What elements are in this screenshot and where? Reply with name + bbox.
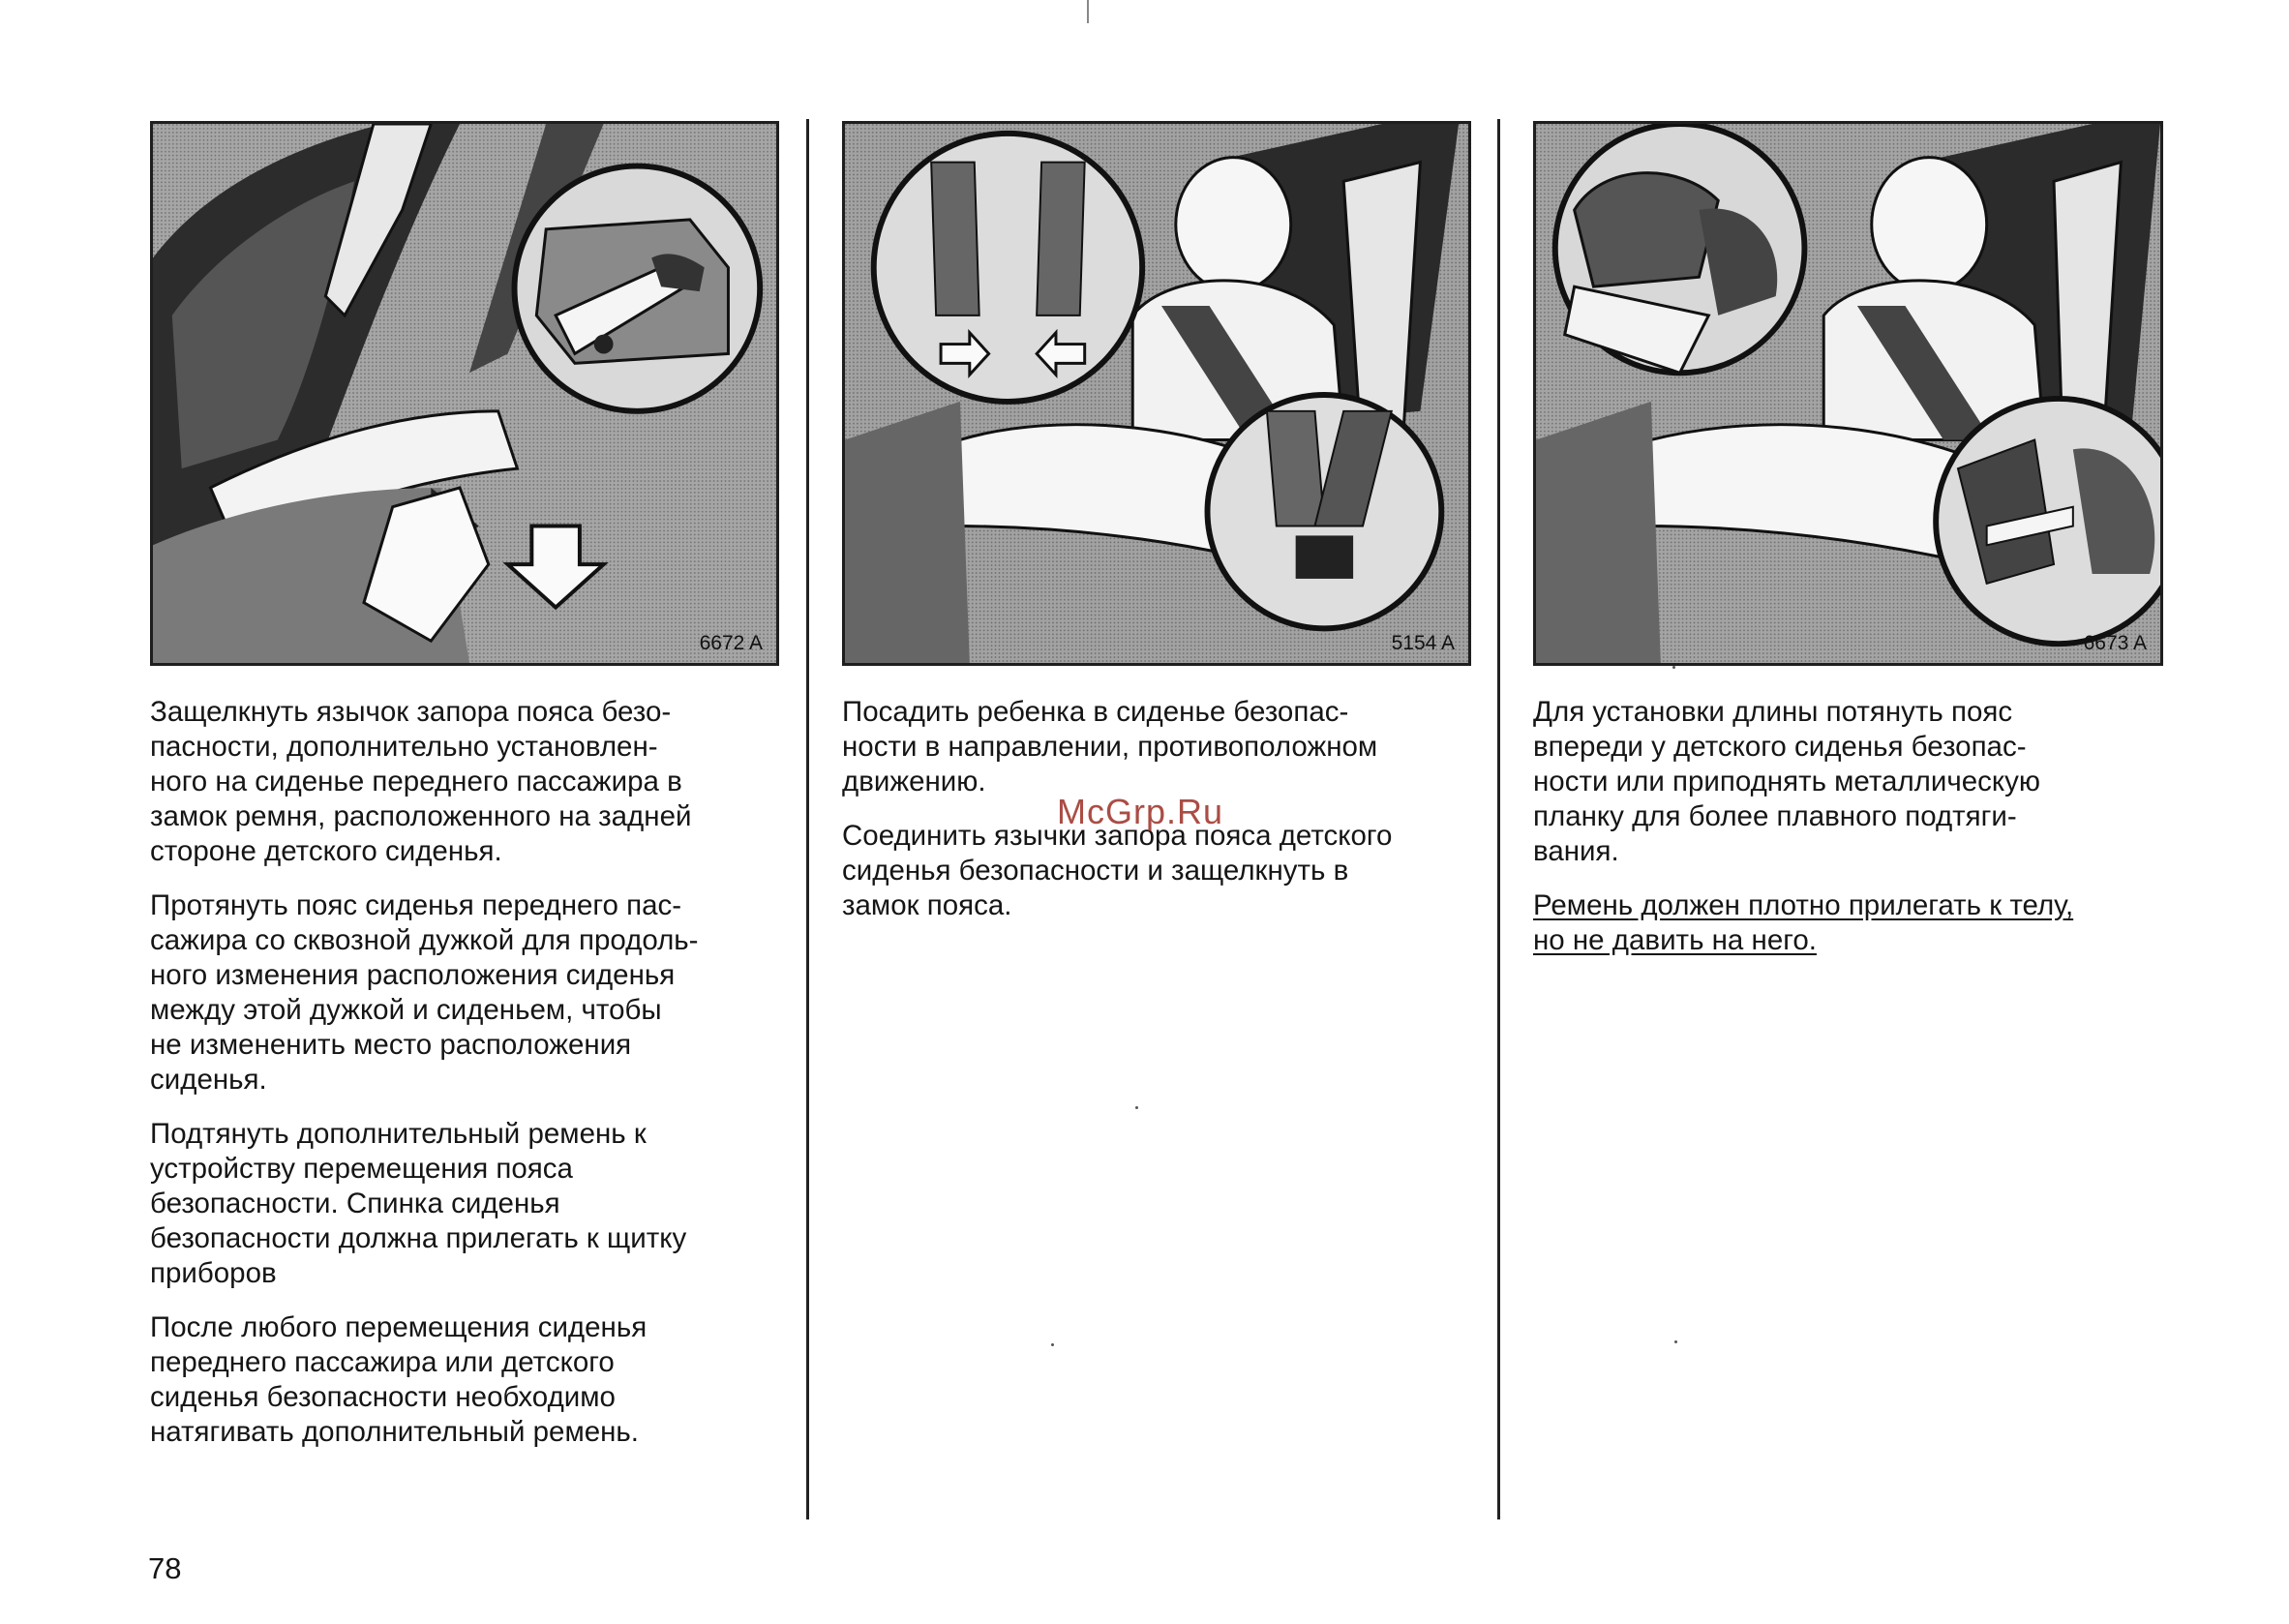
paragraph: Посадить ребенка в сиденье безопас- ности в направлении, противоположном движению.: [842, 696, 1378, 797]
paragraph: Защелкнуть язычок запора пояса безо- пасности, дополнительно установлен- ного на сиденье переднего пассажира в замок ремня, расположенного на задней стороне детского сиденья.: [150, 696, 692, 867]
paragraph: Соединить язычки запора пояса детского сиденья безопасности и защелкнуть в замок пояса.: [842, 820, 1393, 921]
text-column-3: [1533, 695, 2172, 977]
page-number: 78: [148, 1551, 182, 1585]
figure-code: 6672 A: [699, 632, 763, 654]
child-in-seat-buckle-icon: [845, 124, 1468, 663]
paragraph: После любого перемещения сиденья переднего пассажира или детского сиденья безопасности необходимо натягивать дополнительный ремень.: [150, 1311, 648, 1448]
paragraph: Для установки длины потянуть пояс впереди у детского сиденья безопас- ности или приподнять металлическую планку для более плавного подтяги- вания.: [1533, 696, 2040, 867]
figure-belt-adjust: [1533, 121, 2163, 666]
child-belt-length-adjust-icon: [1536, 124, 2160, 663]
scan-speck: [1674, 1340, 1677, 1343]
scan-speck: [1135, 1106, 1138, 1109]
scan-speck: [1051, 1343, 1054, 1346]
scan-speck: [1672, 666, 1675, 669]
column-divider: [806, 119, 809, 1519]
watermark: McGrp.Ru: [1057, 792, 1224, 831]
child-seat-belt-lock-icon: [153, 124, 776, 663]
paragraph: Подтянуть дополнительный ремень к устройству перемещения пояса безопасности. Спинка сиденья безопасности должна прилегать к щитку приборов: [150, 1118, 687, 1289]
figure-child-buckle: [842, 121, 1471, 666]
figure-code: 5154 A: [1391, 632, 1455, 654]
note-underlined: Ремень должен плотно прилегать к телу, но не давить на него.: [1533, 889, 2074, 956]
column-divider: [1497, 119, 1500, 1519]
text-column-1: [150, 695, 789, 1469]
crop-mark: [1087, 0, 1089, 23]
figure-belt-lock: [150, 121, 779, 666]
paragraph: Протянуть пояс сиденья переднего пас- сажира со сквозной дужкой для продоль- ного изменения расположения сиденья между этой дужкой и сиденьем, чтобы не измененить место расположения сиденья.: [150, 889, 699, 1096]
figure-code: 6673 A: [2083, 632, 2147, 654]
